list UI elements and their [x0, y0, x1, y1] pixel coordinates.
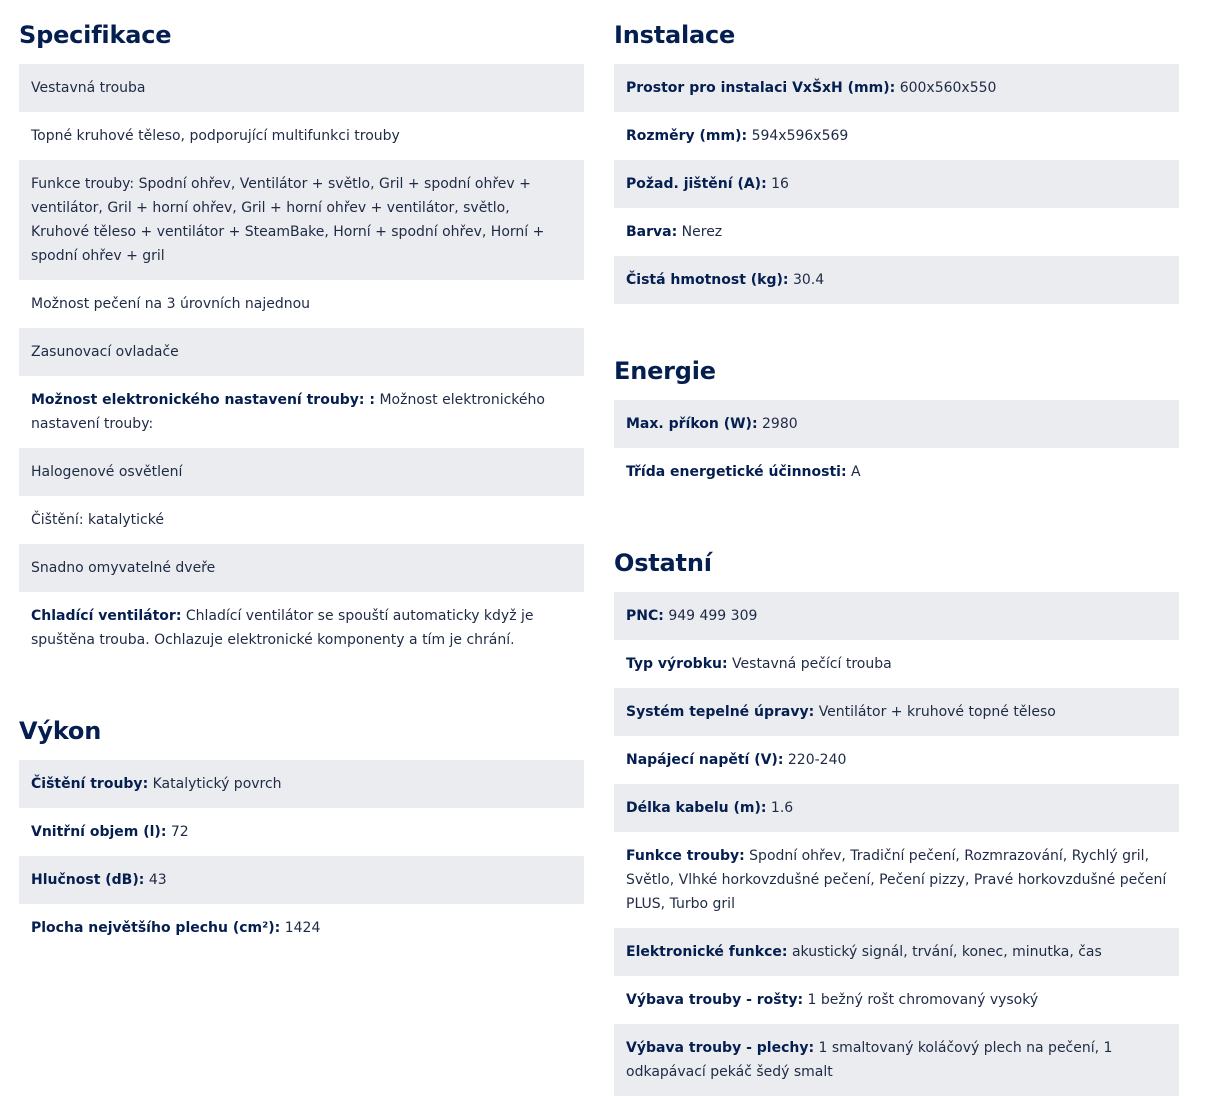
spec-value: Funkce trouby: Spodní ohřev, Ventilátor + světlo, Gril + spodní ohřev + ventilátor, Gril + horní ohřev, Gril + horní ohřev + ventilátor, světlo, Kruhové těleso + ventilátor + SteamBake, Horní + spodní ohřev, Horní + spodní ohřev + gril — [31, 176, 545, 264]
spec-label: Výbava trouby - plechy: — [626, 1040, 815, 1056]
spec-value: Možnost elektronického nastavení trouby: — [31, 392, 545, 432]
spec-row — [19, 808, 584, 856]
spec-value: 30.4 — [792, 272, 825, 288]
spec-row — [19, 160, 584, 280]
spec-value: 16 — [771, 176, 789, 192]
spec-row — [614, 400, 1179, 448]
spec-value: 1424 — [284, 920, 321, 936]
spec-row — [614, 208, 1179, 256]
spec-row — [19, 448, 584, 496]
spec-row — [614, 448, 1179, 496]
spec-value: Vestavná trouba — [31, 80, 146, 96]
section-title-instalace: Instalace — [614, 21, 736, 49]
spec-label: Hlučnost (dB): — [31, 872, 145, 888]
spec-value: Halogenové osvětlení — [31, 464, 183, 480]
spec-row — [614, 160, 1179, 208]
spec-label: Systém tepelné úpravy: — [626, 704, 815, 720]
spec-label: Elektronické funkce: — [626, 944, 788, 960]
spec-row — [614, 1024, 1179, 1096]
section-title-energie: Energie — [614, 357, 716, 385]
spec-row — [614, 736, 1179, 784]
spec-row — [19, 760, 584, 808]
spec-row — [19, 592, 584, 664]
spec-label: Délka kabelu (m): — [626, 800, 767, 816]
spec-label: Plocha největšího plechu (cm²): — [31, 920, 281, 936]
spec-row — [614, 256, 1179, 304]
right-column — [614, 0, 1179, 1096]
spec-list-vykon — [19, 760, 584, 952]
spec-row — [614, 976, 1179, 1024]
spec-label: Typ výrobku: — [626, 656, 728, 672]
spec-label: Napájecí napětí (V): — [626, 752, 784, 768]
spec-value: 43 — [148, 872, 167, 888]
spec-value: akustický signál, trvání, konec, minutka, čas — [791, 944, 1102, 960]
spec-row — [614, 592, 1179, 640]
spec-row — [19, 496, 584, 544]
spec-row — [19, 280, 584, 328]
spec-label: Funkce trouby: — [626, 848, 745, 864]
spec-row — [19, 376, 584, 448]
spec-value: A — [851, 464, 861, 480]
spec-list-specifikace — [19, 64, 584, 664]
section-title-ostatni: Ostatní — [614, 549, 712, 577]
spec-label: Požad. jištění (A): — [626, 176, 767, 192]
spec-label: Rozměry (mm): — [626, 128, 748, 144]
spec-row — [19, 64, 584, 112]
spec-value: 594x596x569 — [751, 128, 849, 144]
spec-label: PNC: — [626, 608, 664, 624]
spec-row — [614, 928, 1179, 976]
spec-row — [614, 640, 1179, 688]
spec-label: Čištění trouby: — [31, 776, 149, 792]
spec-value: Snadno omyvatelné dveře — [31, 560, 216, 576]
spec-label: Možnost elektronického nastavení trouby: : — [31, 392, 375, 408]
spec-value: Zasunovací ovladače — [31, 344, 179, 360]
spec-row — [19, 904, 584, 952]
spec-value: Ventilátor + kruhové topné těleso — [818, 704, 1056, 720]
spec-label: Čistá hmotnost (kg): — [626, 272, 789, 288]
spec-value: 949 499 309 — [668, 608, 758, 624]
spec-label: Třída energetické účinnosti: — [626, 464, 847, 480]
spec-value: 1 bežný rošt chromovaný vysoký — [807, 992, 1039, 1008]
spec-row — [614, 112, 1179, 160]
spec-row — [19, 544, 584, 592]
spec-value: Topné kruhové těleso, podporující multifunkci trouby — [31, 128, 400, 144]
spec-row — [19, 856, 584, 904]
left-column — [19, 0, 584, 952]
spec-value: 600x560x550 — [899, 80, 997, 96]
spec-value: Nerez — [681, 224, 723, 240]
spec-label: Chladící ventilátor: — [31, 608, 182, 624]
spec-list-ostatni — [614, 592, 1179, 1096]
spec-row — [614, 832, 1179, 928]
spec-value: 72 — [170, 824, 189, 840]
spec-row — [614, 64, 1179, 112]
spec-list-instalace — [614, 64, 1179, 304]
spec-row — [19, 112, 584, 160]
spec-label: Prostor pro instalaci VxŠxH (mm): — [626, 80, 896, 96]
spec-value: 1.6 — [770, 800, 794, 816]
spec-value: Čištění: katalytické — [31, 512, 164, 528]
spec-value: Chladící ventilátor se spouští automaticky když je spuštěna trouba. Ochlazuje elektronické komponenty a tím je chrání. — [31, 608, 534, 648]
spec-row — [19, 328, 584, 376]
section-title-specifikace: Specifikace — [19, 21, 172, 49]
spec-list-energie — [614, 400, 1179, 496]
spec-value: Katalytický povrch — [152, 776, 282, 792]
spec-label: Výbava trouby - rošty: — [626, 992, 804, 1008]
spec-value: 1 smaltovaný koláčový plech na pečení, 1 odkapávací pekáč šedý smalt — [626, 1040, 1113, 1080]
section-title-vykon: Výkon — [19, 717, 102, 745]
spec-row — [614, 688, 1179, 736]
spec-label: Barva: — [626, 224, 678, 240]
spec-label: Vnitřní objem (l): — [31, 824, 167, 840]
spec-value: Vestavná pečící trouba — [732, 656, 892, 672]
spec-value: 220-240 — [787, 752, 847, 768]
spec-value: Možnost pečení na 3 úrovních najednou — [31, 296, 311, 312]
spec-value: Spodní ohřev, Tradiční pečení, Rozmrazování, Rychlý gril, Světlo, Vlhké horkovzdušné pečení, Pečení pizzy, Pravé horkovzdušné pečení PLUS, Turbo gril — [626, 848, 1167, 912]
spec-value: 2980 — [762, 416, 798, 432]
spec-row — [614, 784, 1179, 832]
spec-label: Max. příkon (W): — [626, 416, 758, 432]
